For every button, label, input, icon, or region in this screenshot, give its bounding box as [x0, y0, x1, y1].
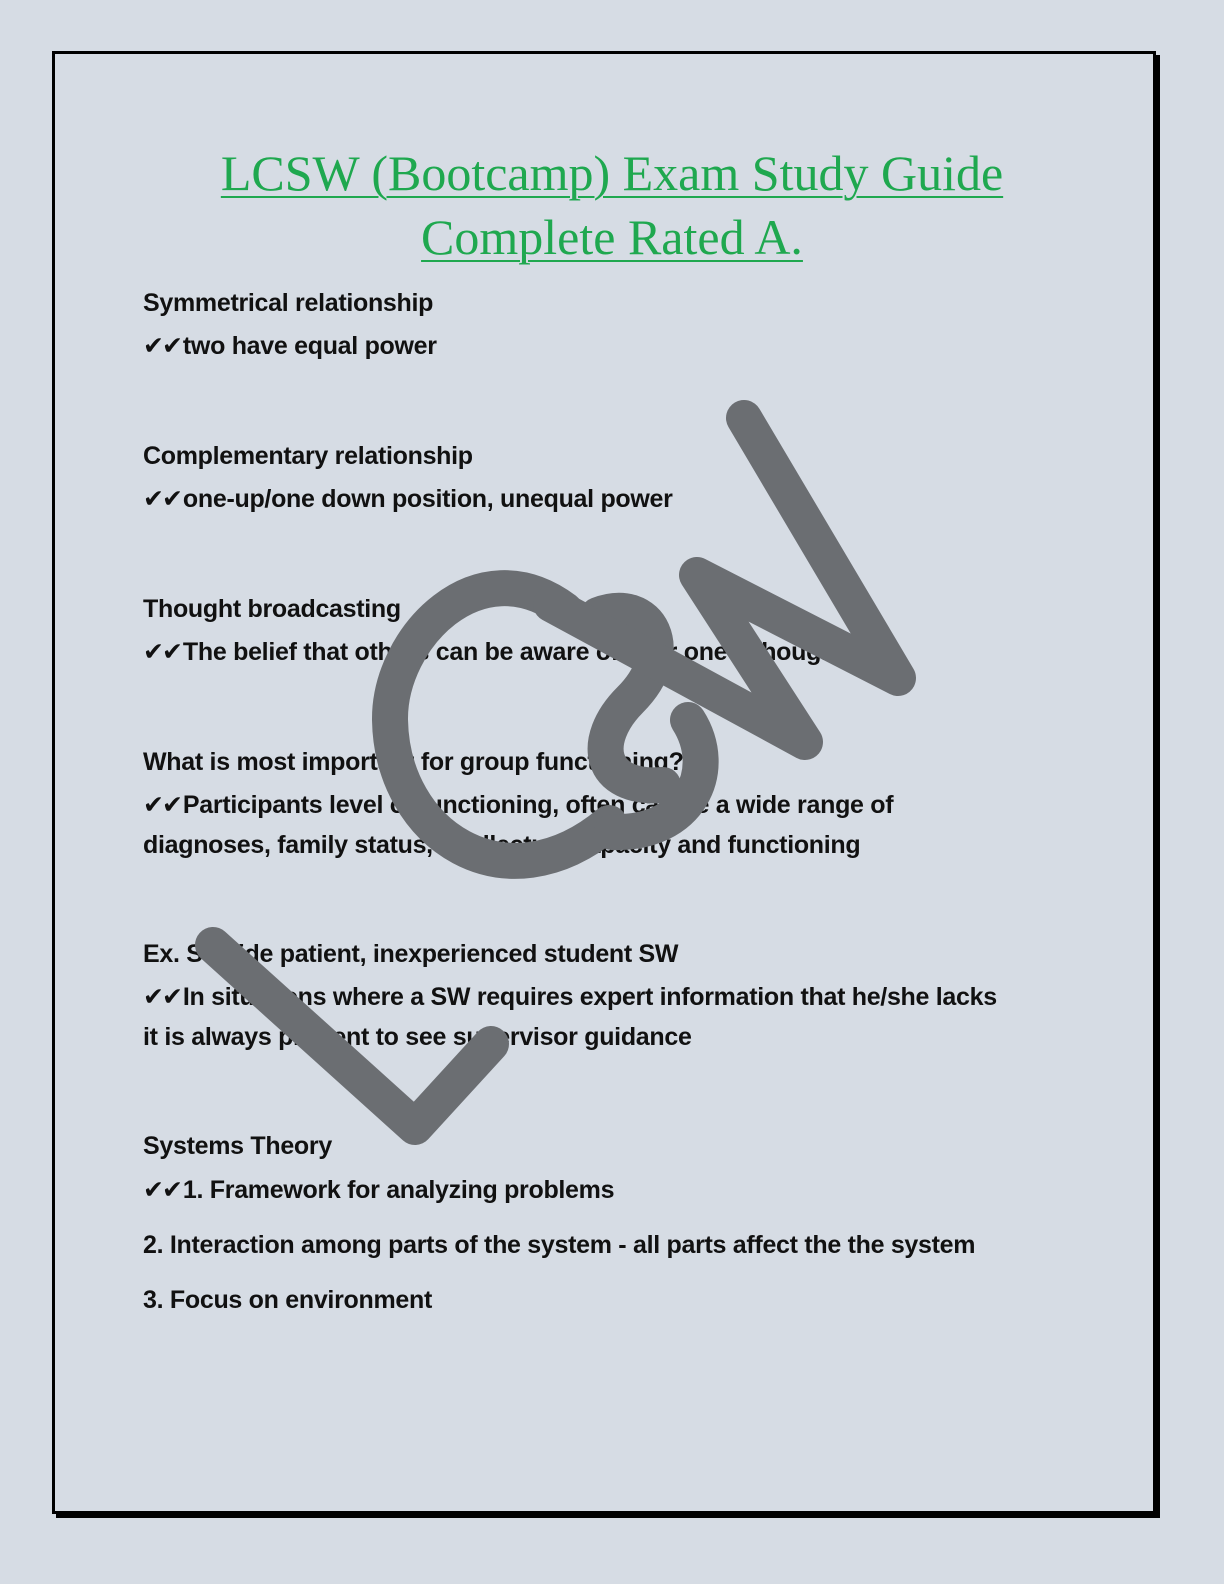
entry-term: Complementary relationship: [143, 442, 473, 470]
entry-term: Ex. Suicide patient, inexperienced student SW: [143, 940, 679, 968]
entry-answer-continuation: it is always prudent to see supervisor guidance: [143, 1023, 692, 1051]
check-mark-icon: ✔✔: [143, 484, 181, 513]
check-mark-icon: ✔✔: [143, 790, 181, 819]
check-mark-icon: ✔✔: [143, 982, 181, 1011]
entry-answer: [143, 326, 437, 366]
check-mark-icon: ✔✔: [143, 1175, 181, 1204]
entry-answer-text: In situations where a SW requires expert information that he/she lacks: [182, 983, 997, 1011]
document-title-line-1: LCSW (Bootcamp) Exam Study Guide: [220, 145, 1004, 201]
entry-answer-text: Participants level of functioning, often can be a wide range of: [182, 791, 894, 819]
entry-term: What is most important for group functioning?: [143, 748, 684, 776]
entry-answer: [143, 785, 893, 825]
check-mark-icon: ✔✔: [143, 331, 181, 360]
entry-term: Thought broadcasting: [143, 595, 401, 623]
entry-answer-text: 1. Framework for analyzing problems: [182, 1176, 615, 1204]
entry-term: Symmetrical relationship: [143, 289, 434, 317]
entry-answer-continuation: diagnoses, family status, intellectual capacity and functioning: [143, 831, 861, 859]
entry-answer-text: two have equal power: [182, 332, 437, 360]
document-title-line-2: Complete Rated A.: [421, 209, 803, 265]
entry-term: Systems Theory: [143, 1132, 332, 1160]
entry-answer: [143, 1170, 614, 1210]
check-mark-icon: ✔✔: [143, 637, 181, 666]
entry-answer: [143, 632, 858, 672]
entry-answer: [143, 479, 673, 519]
entry-answer-continuation: 2. Interaction among parts of the system - all parts affect the the system: [143, 1231, 976, 1259]
entry-answer-continuation: 3. Focus on environment: [143, 1286, 432, 1314]
entry-answer-text: The belief that others can be aware of hear one's thoughts: [182, 638, 858, 666]
entry-answer: [143, 977, 997, 1017]
entry-answer-text: one-up/one down position, unequal power: [182, 485, 673, 513]
